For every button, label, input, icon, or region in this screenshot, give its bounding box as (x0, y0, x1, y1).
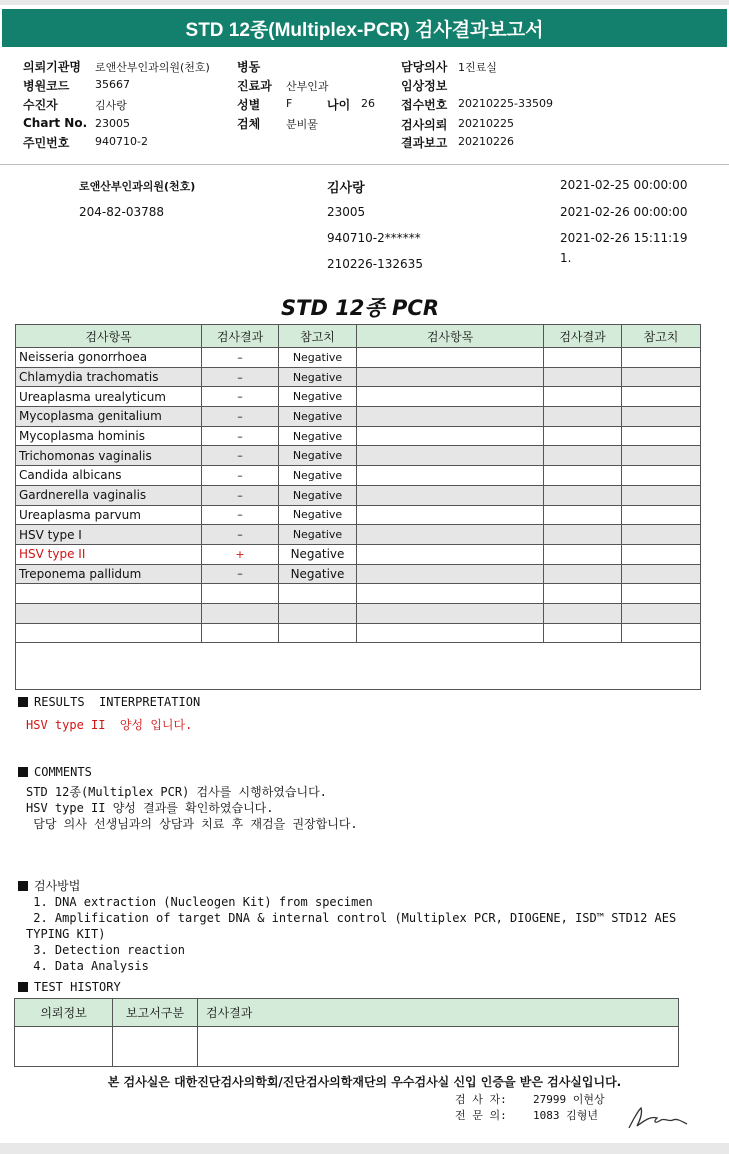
method-heading-text: 검사방법 (34, 879, 81, 893)
empty-cell (357, 505, 544, 525)
reference-value: Negative (279, 426, 357, 446)
signature-icon (627, 1102, 689, 1132)
square-bullet-icon (18, 697, 28, 707)
patient-label: 수진자 (23, 98, 58, 112)
empty-cell (357, 367, 544, 387)
comments-heading-text: COMMENTS (34, 765, 92, 779)
test-result: – (202, 387, 279, 407)
sample-id: 210226-132635 (327, 257, 423, 271)
empty-cell (16, 643, 701, 690)
test-item: Mycoplasma genitalium (16, 407, 202, 427)
empty-cell (622, 505, 701, 525)
empty-cell (544, 525, 622, 545)
chart-number: 23005 (327, 205, 366, 219)
reference-value: Negative (279, 387, 357, 407)
empty-cell (357, 564, 544, 584)
history-heading-text: TEST HISTORY (34, 980, 121, 994)
code-value: 35667 (95, 78, 130, 91)
empty-cell (15, 1027, 113, 1067)
square-bullet-icon (18, 881, 28, 891)
empty-cell (357, 525, 544, 545)
reference-value: Negative (279, 525, 357, 545)
empty-cell (622, 584, 701, 604)
report-date-value: 20210226 (458, 135, 514, 148)
method-line: 4. Data Analysis (26, 959, 149, 973)
empty-cell (357, 485, 544, 505)
empty-cell (544, 446, 622, 466)
test-item: HSV type I (16, 525, 202, 545)
reference-value: Negative (279, 564, 357, 584)
empty-cell (357, 623, 544, 643)
test-result: – (202, 367, 279, 387)
table-row-positive (16, 544, 701, 564)
comment-line: 담당 의사 선생님과의 상담과 치료 후 재검을 권장합니다. (26, 817, 358, 831)
empty-cell (16, 623, 202, 643)
interpretation-heading (18, 695, 200, 709)
empty-cell (544, 623, 622, 643)
reference-value: Negative (279, 446, 357, 466)
test-item: Gardnerella vaginalis (16, 485, 202, 505)
empty-cell (357, 407, 544, 427)
age-value: 26 (361, 97, 375, 110)
empty-cell (622, 603, 701, 623)
date-2: 2021-02-26 00:00:00 (560, 205, 688, 219)
page-number: 1. (560, 251, 572, 265)
request-value: 20210225 (458, 117, 514, 130)
empty-cell (544, 426, 622, 446)
empty-cell (357, 446, 544, 466)
table-row (16, 367, 701, 387)
reference-value: Negative (279, 466, 357, 486)
method-line: 2. Amplification of target DNA & internal control (Multiplex PCR, DIOGENE, ISD™ STD12 AES (26, 911, 677, 925)
interpretation-heading-text: RESULTS INTERPRETATION (34, 695, 201, 709)
empty-cell (279, 584, 357, 604)
empty-cell (622, 525, 701, 545)
test-item: Candida albicans (16, 466, 202, 486)
column-header: 참고치 (279, 325, 357, 348)
empty-cell (544, 387, 622, 407)
document-title: STD 12종(Multiplex-PCR) 검사결과보고서 (185, 19, 544, 41)
empty-cell (357, 544, 544, 564)
table-row (16, 485, 701, 505)
test-item: Ureaplasma urealyticum (16, 387, 202, 407)
empty-cell (544, 466, 622, 486)
empty-cell (544, 564, 622, 584)
hospital-value: 로앤산부인과의원(천호) (95, 61, 210, 74)
empty-cell (202, 623, 279, 643)
history-header-row (15, 999, 679, 1027)
table-row-empty (16, 603, 701, 623)
empty-cell (622, 485, 701, 505)
empty-cell (202, 584, 279, 604)
method-line: TYPING KIT) (26, 927, 106, 941)
empty-cell (202, 603, 279, 623)
ssn-label: 주민번호 (23, 136, 70, 150)
empty-cell (544, 407, 622, 427)
empty-cell (622, 407, 701, 427)
interpretation-text: HSV type II 양성 입니다. (26, 718, 193, 732)
receipt-label: 접수번호 (401, 98, 448, 112)
column-header: 참고치 (622, 325, 701, 348)
receipt-value: 20210225-33509 (458, 97, 553, 110)
empty-cell (357, 387, 544, 407)
empty-cell (357, 584, 544, 604)
column-header: 검사결과 (544, 325, 622, 348)
table-row-empty (16, 623, 701, 643)
method-line: 3. Detection reaction (26, 943, 185, 957)
empty-cell (357, 603, 544, 623)
reference-value: Negative (279, 485, 357, 505)
date-3: 2021-02-26 15:11:19 (560, 231, 688, 245)
empty-cell (198, 1027, 679, 1067)
test-item: Treponema pallidum (16, 564, 202, 584)
report-title-bar (2, 9, 727, 47)
report-subtitle: STD 12종 PCR (281, 296, 439, 320)
empty-cell (279, 603, 357, 623)
bottom-border (0, 1143, 729, 1154)
test-item: Neisseria gonorrhoea (16, 348, 202, 368)
empty-cell (622, 544, 701, 564)
empty-cell (357, 348, 544, 368)
clinic-name: 로앤산부인과의원(천호) (79, 180, 196, 193)
method-line: 1. DNA extraction (Nucleogen Kit) from specimen (26, 895, 373, 909)
column-header: 검사항목 (357, 325, 544, 348)
clinical-label: 임상정보 (401, 79, 448, 93)
table-row (16, 525, 701, 545)
tester-value: 27999 이현상 (533, 1093, 605, 1106)
empty-cell (544, 603, 622, 623)
comments-heading (18, 765, 92, 779)
date-1: 2021-02-25 00:00:00 (560, 178, 688, 192)
tester-label: 검 사 자: (455, 1093, 507, 1106)
empty-cell (16, 584, 202, 604)
request-label: 검사의뢰 (401, 118, 448, 132)
test-item: Trichomonas vaginalis (16, 446, 202, 466)
patient-value: 김사랑 (95, 99, 127, 112)
table-row (16, 387, 701, 407)
test-item: Mycoplasma hominis (16, 426, 202, 446)
table-row-footer (16, 643, 701, 690)
chart-value: 23005 (95, 117, 130, 130)
empty-cell (622, 348, 701, 368)
table-row (16, 564, 701, 584)
empty-cell (544, 348, 622, 368)
table-row (16, 446, 701, 466)
table-row (16, 466, 701, 486)
reference-value: Negative (279, 348, 357, 368)
reference-value: Negative (279, 505, 357, 525)
column-header: 검사결과 (198, 999, 679, 1027)
reference-value: Negative (279, 367, 357, 387)
results-table (15, 324, 701, 690)
test-result: – (202, 426, 279, 446)
chart-label: Chart No. (23, 116, 88, 130)
history-row (15, 1027, 679, 1067)
ssn-value: 940710-2 (95, 135, 148, 148)
empty-cell (357, 426, 544, 446)
empty-cell (544, 367, 622, 387)
empty-cell (113, 1027, 198, 1067)
history-heading (18, 980, 121, 994)
test-result: – (202, 525, 279, 545)
empty-cell (544, 544, 622, 564)
certification-text: 본 검사실은 대한진단검사의학회/진단검사의학재단의 우수검사실 신입 인증을 받은 검사실입니다. (107, 1075, 622, 1089)
empty-cell (622, 623, 701, 643)
test-result: – (202, 505, 279, 525)
top-border (0, 0, 729, 5)
test-result: – (202, 446, 279, 466)
empty-cell (16, 603, 202, 623)
comment-line: STD 12종(Multiplex PCR) 검사를 시행하였습니다. (26, 785, 327, 799)
test-item: Chlamydia trachomatis (16, 367, 202, 387)
table-row (16, 505, 701, 525)
business-number: 204-82-03788 (79, 205, 165, 219)
column-header: 검사결과 (202, 325, 279, 348)
method-heading (18, 877, 80, 894)
reference-value: Negative (279, 407, 357, 427)
sex-value: F (286, 97, 293, 110)
test-result: – (202, 466, 279, 486)
table-row-empty (16, 584, 701, 604)
hospital-label: 의뢰기관명 (23, 60, 81, 74)
report-date-label: 결과보고 (401, 136, 448, 150)
table-header-row (16, 325, 701, 348)
column-header: 의뢰정보 (15, 999, 113, 1027)
empty-cell (357, 466, 544, 486)
doctor-value: 1진료실 (458, 61, 497, 74)
sex-label: 성별 (237, 98, 261, 112)
test-result: – (202, 407, 279, 427)
empty-cell (622, 367, 701, 387)
empty-cell (622, 426, 701, 446)
ssn-masked: 940710-2****** (327, 231, 421, 245)
dept-label: 진료과 (237, 79, 272, 93)
test-result: – (202, 348, 279, 368)
square-bullet-icon (18, 767, 28, 777)
column-header: 보고서구분 (113, 999, 198, 1027)
comment-line: HSV type II 양성 결과를 확인하였습니다. (26, 801, 274, 815)
reference-value: Negative (279, 544, 357, 564)
specimen-value: 분비물 (286, 118, 318, 131)
test-result: – (202, 564, 279, 584)
empty-cell (544, 584, 622, 604)
test-result: + (202, 544, 279, 564)
empty-cell (544, 485, 622, 505)
empty-cell (622, 387, 701, 407)
empty-cell (622, 466, 701, 486)
age-label: 나이 (327, 98, 351, 112)
history-table (14, 998, 679, 1067)
column-header: 검사항목 (16, 325, 202, 348)
table-row (16, 348, 701, 368)
divider (0, 164, 729, 165)
empty-cell (279, 623, 357, 643)
empty-cell (622, 446, 701, 466)
test-result: – (202, 485, 279, 505)
table-row (16, 407, 701, 427)
specialist-label: 전 문 의: (455, 1109, 507, 1122)
code-label: 병원코드 (23, 79, 70, 93)
patient-name: 김사랑 (327, 181, 365, 196)
table-row (16, 426, 701, 446)
doctor-label: 담당의사 (401, 60, 448, 74)
specimen-label: 검체 (237, 117, 261, 131)
empty-cell (622, 564, 701, 584)
dept-value: 산부인과 (286, 80, 329, 93)
specialist-value: 1083 김형년 (533, 1109, 598, 1122)
ward-label: 병동 (237, 60, 261, 74)
test-item: Ureaplasma parvum (16, 505, 202, 525)
test-item: HSV type II (16, 544, 202, 564)
square-bullet-icon (18, 982, 28, 992)
empty-cell (544, 505, 622, 525)
